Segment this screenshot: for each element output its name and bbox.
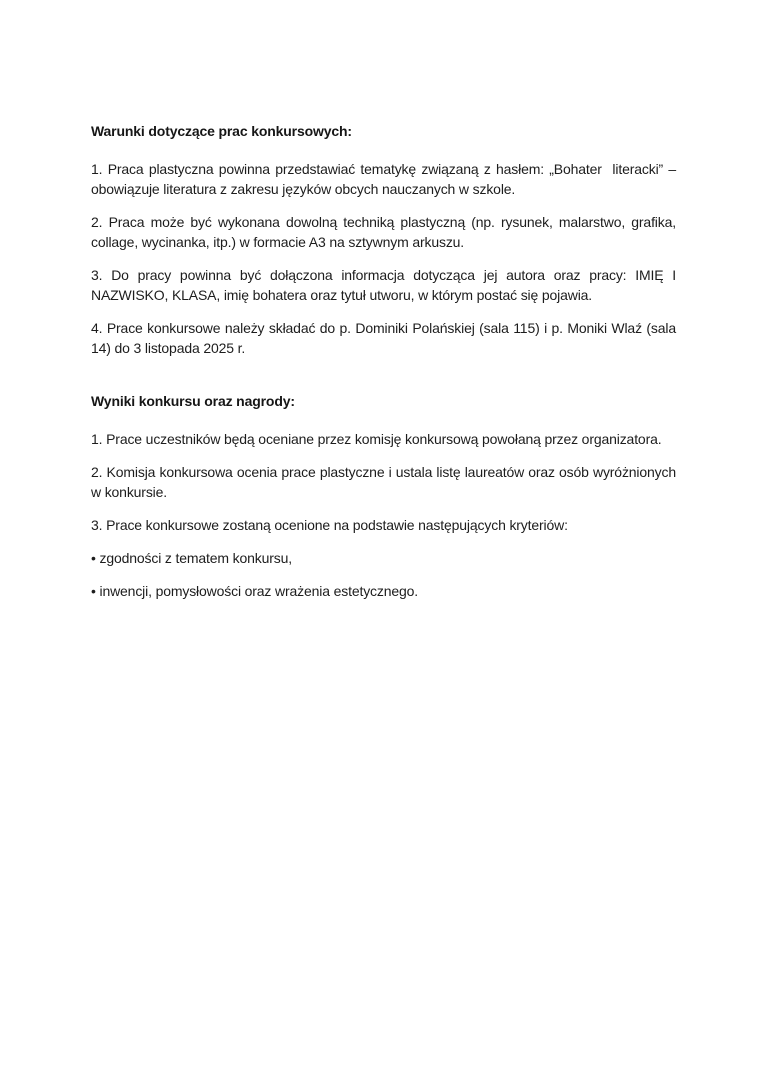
- paragraph-results-2: 2. Komisja konkursowa ocenia prace plastyczne i ustala listę laureatów oraz osób wyróżnionych w konkursie.: [91, 464, 680, 500]
- paragraph-condition-3: 3. Do pracy powinna być dołączona informacja dotycząca jej autora oraz pracy: IMIĘ I NAZWISKO, KLASA, imię bohatera oraz tytuł utworu, w którym postać się pojawia.: [91, 267, 680, 303]
- paragraph-condition-4: 4. Prace konkursowe należy składać do p. Dominiki Polańskiej (sala 115) i p. Moniki Wlaź (sala 14) do 3 listopada 2025 r.: [91, 320, 680, 356]
- bullet-criterion-invention: • inwencji, pomysłowości oraz wrażenia estetycznego.: [91, 583, 419, 599]
- bullet-criterion-theme: • zgodności z tematem konkursu,: [91, 550, 293, 566]
- section-competition-conditions: [91, 121, 680, 358]
- paragraph-condition-2: 2. Praca może być wykonana dowolną techniką plastyczną (np. rysunek, malarstwo, grafika, collage, wycinanka, itp.) w formacie A3 na sztywnym arkuszu.: [91, 214, 680, 250]
- paragraph-results-1: 1. Prace uczestników będą oceniane przez komisję konkursową powołaną przez organizatora.: [91, 431, 662, 447]
- paragraph-condition-1: 1. Praca plastyczna powinna przedstawiać tematykę związaną z hasłem: „Bohater literacki” – obowiązuje literatura z zakresu języków obcych nauczanych w szkole.: [91, 161, 680, 197]
- section-heading-results: Wyniki konkursu oraz nagrody:: [91, 393, 295, 409]
- section-results-and-prizes: [91, 391, 680, 601]
- section-heading-conditions: Warunki dotyczące prac konkursowych:: [91, 123, 352, 139]
- paragraph-results-3: 3. Prace konkursowe zostaną ocenione na podstawie następujących kryteriów:: [91, 517, 568, 533]
